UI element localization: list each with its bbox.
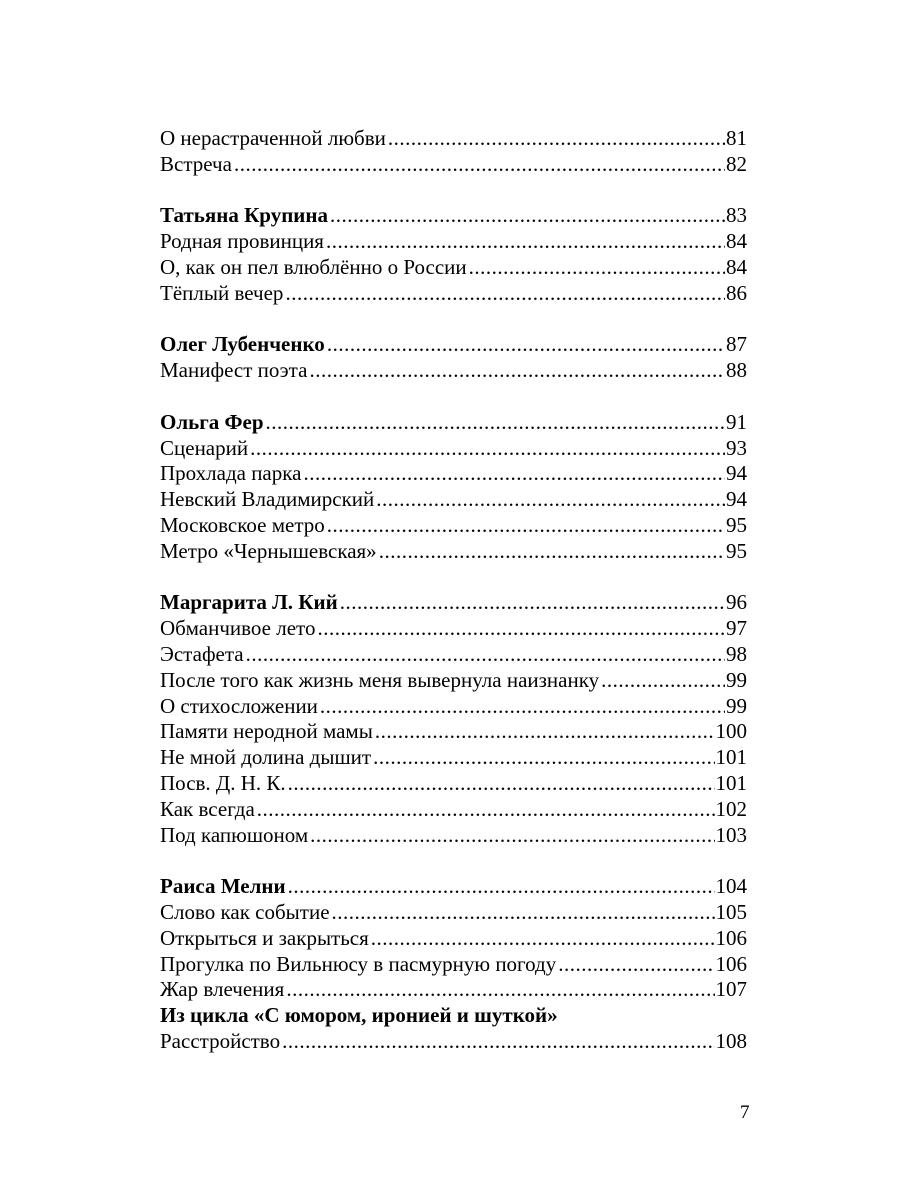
toc-entry-title: Прогулка по Вильнюсу в пасмурную погоду (160, 951, 557, 976)
toc-entry-page: 82 (726, 151, 747, 176)
toc-entry-title: Посв. Д. Н. К. (160, 770, 286, 795)
leader-dots (266, 410, 725, 436)
section-spacer (160, 178, 747, 204)
toc-entry-title: Расстройство (160, 1028, 281, 1053)
leader-dots (340, 590, 725, 616)
leader-dots (601, 668, 725, 694)
toc-entry (160, 229, 747, 255)
table-of-contents (160, 126, 747, 1055)
leader-dots (317, 616, 725, 642)
leader-dots (286, 977, 714, 1003)
toc-entry-title: Под капюшоном (160, 822, 309, 847)
toc-entry (160, 745, 747, 771)
toc-entry (160, 539, 747, 565)
toc-entry-title: О стихосложении (160, 693, 318, 718)
toc-cycle-heading-title: Из цикла «С юмором, иронией и шуткой» (160, 1003, 558, 1028)
toc-entry-title: Встреча (160, 151, 232, 176)
section-spacer (160, 565, 747, 591)
leader-dots (250, 436, 725, 462)
toc-author-page: 96 (726, 590, 747, 615)
toc-entry-page: 106 (715, 925, 747, 950)
toc-entry-page: 103 (715, 822, 747, 847)
toc-author-name: Маргарита Л. Кий (160, 590, 338, 615)
toc-entry-page: 101 (715, 745, 747, 770)
toc-entry-page: 88 (726, 358, 747, 383)
toc-entry-title: После того как жизнь меня вывернула наизнанку (160, 667, 600, 692)
leader-dots (310, 823, 714, 849)
toc-entry-page: 94 (726, 487, 747, 512)
leader-dots (246, 642, 725, 668)
toc-author-name: Олег Лубенченко (160, 332, 325, 357)
toc-entry-page: 101 (715, 770, 747, 795)
toc-author-page: 104 (715, 874, 747, 899)
page-number: 7 (740, 1102, 750, 1123)
toc-entry-title: Невский Владимирский (160, 487, 375, 512)
leader-dots (388, 126, 725, 152)
leader-dots (309, 358, 725, 384)
toc-entry (160, 668, 747, 694)
toc-author-page: 91 (726, 409, 747, 434)
toc-entry (160, 126, 747, 152)
toc-entry (160, 823, 747, 849)
toc-entry (160, 616, 747, 642)
toc-entry-page: 95 (726, 512, 747, 537)
toc-entry-title: Сценарий (160, 435, 249, 460)
leader-dots (326, 229, 725, 255)
toc-author-page: 87 (726, 332, 747, 357)
leader-dots (320, 694, 725, 720)
toc-entry-title: Родная провинция (160, 229, 324, 254)
section-spacer (160, 848, 747, 874)
leader-dots (282, 1029, 714, 1055)
toc-entry-title: Как всегда (160, 796, 255, 821)
leader-dots (558, 952, 714, 978)
leader-dots (379, 539, 725, 565)
toc-entry-title: Обманчивое лето (160, 616, 316, 641)
toc-entry (160, 642, 747, 668)
leader-dots (373, 745, 714, 771)
toc-entry-title: Памяти неродной мамы (160, 719, 373, 744)
toc-entry-page: 107 (715, 977, 747, 1002)
leader-dots (327, 513, 725, 539)
toc-entry-page: 102 (715, 796, 747, 821)
toc-entry-page: 81 (726, 126, 747, 150)
toc-entry-page: 99 (726, 693, 747, 718)
toc-entry-page: 84 (726, 254, 747, 279)
toc-entry-page: 97 (726, 616, 747, 641)
leader-dots (285, 281, 725, 307)
toc-entry-title: О нерастраченной любви (160, 126, 386, 150)
leader-dots (288, 771, 715, 797)
toc-entry (160, 926, 747, 952)
toc-author (160, 203, 747, 229)
toc-entry (160, 436, 747, 462)
toc-author (160, 410, 747, 436)
toc-author (160, 874, 747, 900)
toc-entry-title: Жар влечения (160, 977, 285, 1002)
toc-entry-title: Не мной долина дышит (160, 745, 372, 770)
leader-dots (234, 152, 725, 178)
toc-author-name: Татьяна Крупина (160, 203, 328, 228)
toc-author-name: Раиса Мелни (160, 874, 286, 899)
toc-entry-title: О, как он пел влюблённо о России (160, 254, 467, 279)
leader-dots (257, 797, 715, 823)
toc-entry-page: 100 (715, 719, 747, 744)
toc-entry-title: Тёплый вечер (160, 280, 284, 305)
section-spacer (160, 307, 747, 333)
toc-entry (160, 694, 747, 720)
toc-entry-title: Метро «Чернышевская» (160, 538, 377, 563)
toc-entry (160, 771, 747, 797)
leader-dots (469, 255, 725, 281)
leader-dots (303, 461, 725, 487)
toc-entry (160, 977, 747, 1003)
leader-dots (327, 332, 725, 358)
toc-entry (160, 513, 747, 539)
toc-author-page: 83 (726, 203, 747, 228)
toc-entry-page: 106 (715, 951, 747, 976)
toc-entry-page: 99 (726, 667, 747, 692)
toc-entry (160, 797, 747, 823)
leader-dots (375, 719, 715, 745)
toc-entry-title: Московское метро (160, 512, 325, 537)
leader-dots (376, 487, 725, 513)
toc-cycle-heading (160, 1003, 747, 1029)
toc-author (160, 590, 747, 616)
leader-dots (371, 926, 715, 952)
leader-dots (332, 900, 715, 926)
toc-entry (160, 900, 747, 926)
toc-entry-page: 98 (726, 641, 747, 666)
section-spacer (160, 384, 747, 410)
toc-author-name: Ольга Фер (160, 409, 264, 434)
toc-author (160, 332, 747, 358)
toc-entry (160, 719, 747, 745)
toc-entry-page: 95 (726, 538, 747, 563)
toc-entry-page: 93 (726, 435, 747, 460)
toc-entry-page: 86 (726, 280, 747, 305)
toc-entry (160, 461, 747, 487)
toc-entry-page: 84 (726, 229, 747, 254)
toc-entry-page: 94 (726, 461, 747, 486)
toc-entry (160, 152, 747, 178)
toc-entry (160, 1029, 747, 1055)
toc-entry-title: Открыться и закрыться (160, 925, 369, 950)
toc-entry (160, 487, 747, 513)
toc-entry-page: 108 (715, 1028, 747, 1053)
toc-entry (160, 952, 747, 978)
toc-entry-title: Слово как событие (160, 899, 330, 924)
toc-entry (160, 281, 747, 307)
toc-entry-page: 105 (715, 899, 747, 924)
toc-entry-title: Прохлада парка (160, 461, 302, 486)
leader-dots (288, 874, 715, 900)
toc-entry (160, 255, 747, 281)
toc-entry-title: Эстафета (160, 641, 244, 666)
toc-entry (160, 358, 747, 384)
toc-entry-title: Манифест поэта (160, 358, 308, 383)
leader-dots (330, 203, 725, 229)
